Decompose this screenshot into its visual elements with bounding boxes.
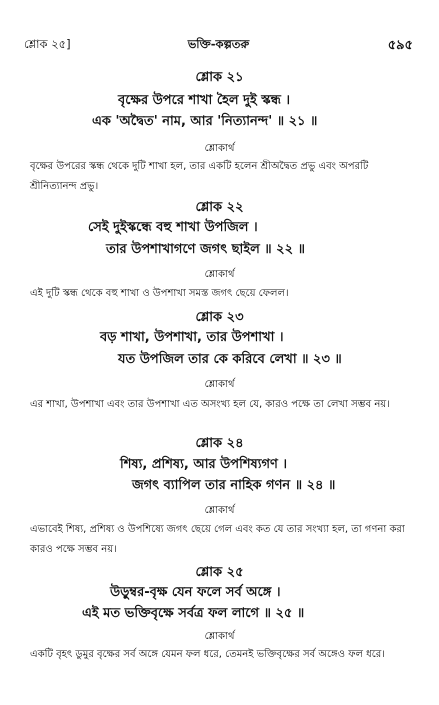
- translation-text: একটি বৃহৎ ডুমুর বৃক্ষের সর্ব অঙ্গে যেমন ফল ধরে, তেমনই ভক্তিবৃক্ষের সর্ব অঙ্গেও ফল ধরে।: [30, 649, 385, 660]
- verse-line-2: তার উপশাখাগণে জগৎ ছাইল ॥ ২২ ॥: [106, 242, 305, 257]
- translation-title: শ্লোকার্থ: [204, 505, 235, 516]
- verse-block-23: [0, 310, 439, 410]
- verse-line-1: বৃক্ষের উপরে শাখা হৈল দুই স্কন্ধ ।: [118, 93, 291, 108]
- verse-block-21: [0, 70, 439, 192]
- translation-title: শ্লোকার্থ: [204, 631, 235, 642]
- translation-text: এই দুটি স্কন্ধ থেকে বহু শাখা ও উপশাখা সমস্ত জগৎ ছেয়ে ফেলল।: [30, 288, 289, 299]
- verse-line-1: সেই দুইস্কন্ধে বহু শাখা উপজিল ।: [88, 220, 258, 235]
- header-page-number: ৫৯৫: [387, 38, 413, 53]
- verse-title: শ্লোক ২৫: [195, 565, 244, 580]
- verse-line-2: জগৎ ব্যাপিল তার নাহিক গণন ॥ ২৪ ॥: [132, 478, 336, 493]
- verse-title: শ্লোক ২১: [195, 70, 244, 85]
- verse-line-2: এই মত ভক্তিবৃক্ষে সর্বত্র ফল লাগে ॥ ২৫ ॥: [82, 606, 305, 621]
- verse-block-22: [0, 200, 439, 299]
- verse-block-24: [0, 436, 439, 555]
- verse-title: শ্লোক ২৪: [195, 436, 244, 451]
- verse-title: শ্লোক ২৩: [195, 310, 244, 325]
- verse-title: শ্লোক ২২: [195, 200, 244, 215]
- page-header: [24, 36, 413, 56]
- translation-title: শ্লোকার্থ: [204, 269, 235, 280]
- translation-title: শ্লোকার্থ: [204, 379, 235, 390]
- translation-text: বৃক্ষের উপরের স্কন্ধ থেকে দুটি শাখা হল, তার একটি হলেন শ্রীঅদ্বৈত প্রভু এবং অপরটি শ্রীনিত্যানন্দ প্রভু।: [30, 161, 369, 192]
- translation-text: এর শাখা, উপশাখা এবং তার উপশাখা এত অসংখ্য হল যে, কারও পক্ষে তা লেখা সম্ভব নয়।: [30, 399, 390, 410]
- translation-title: শ্লোকার্থ: [204, 143, 235, 154]
- translation-text: এভাবেই শিষ্য, প্রশিষ্য ও উপশিষ্যে জগৎ ছেয়ে গেল এবং কত যে তার সংখ্যা হল, তা গণনা করা কারও পক্ষে সম্ভব নয়।: [30, 524, 405, 555]
- header-book-title: ভক্তি-কল্পতরু: [187, 37, 250, 51]
- verse-line-2: যত উপজিল তার কে করিবে লেখা ॥ ২৩ ॥: [118, 352, 342, 367]
- verse-line-1: শিষ্য, প্রশিষ্য, আর উপশিষ্যগণ ।: [120, 457, 288, 472]
- verse-block-25: [0, 565, 439, 660]
- header-verse-ref: শ্লোক ২৫]: [24, 37, 71, 51]
- verse-line-1: উড়ুম্বর-বৃক্ষ যেন ফলে সর্ব অঙ্গে ।: [110, 585, 281, 600]
- verse-line-2: এক 'অদ্বৈত' নাম, আর 'নিত্যানন্দ' ॥ ২১ ॥: [92, 114, 318, 129]
- verse-line-1: বড় শাখা, উপশাখা, তার উপশাখা ।: [100, 330, 284, 345]
